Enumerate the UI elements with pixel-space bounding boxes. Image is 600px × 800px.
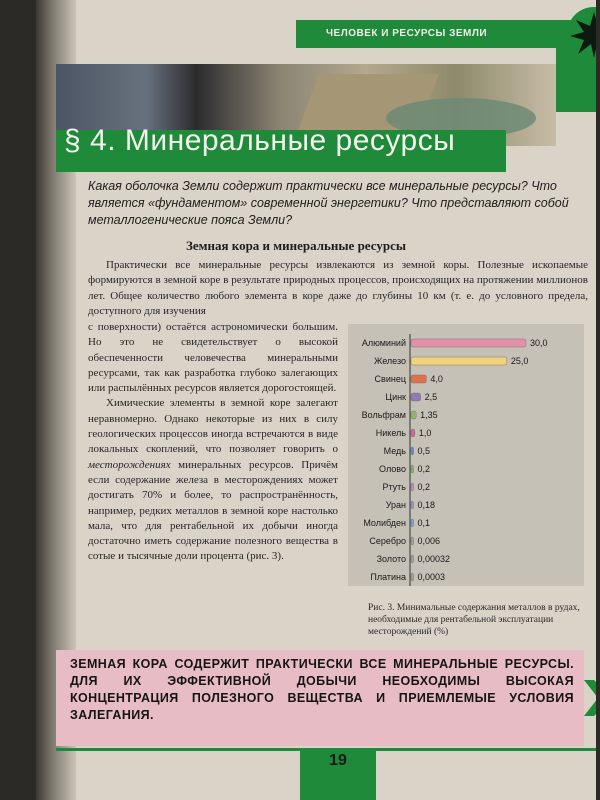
bar [411, 555, 414, 563]
paragraph-1-continued: с поверхности) остаётся астрономически большим. Но это не свидетельствует о высокой обеспеченности человечества минеральными ресурсами, так как разработка глубоко залегающих или распылённых ресурсов является дорогостоящей. [88, 321, 338, 395]
star-emblem-icon [566, 6, 596, 62]
value-label: 25,0 [510, 356, 529, 366]
section-title: Земная кора и минеральные ресурсы [186, 238, 406, 253]
category-label: Серебро [369, 536, 406, 546]
value-label: 0,5 [417, 446, 431, 456]
value-label: 0,2 [417, 482, 431, 492]
bar [411, 339, 526, 347]
metals-bar-chart [348, 324, 584, 586]
value-label: 0,2 [417, 464, 431, 474]
arrow-marker-icon [584, 680, 596, 716]
bar [411, 537, 414, 545]
category-label: Олово [379, 464, 406, 474]
category-label: Свинец [374, 374, 406, 384]
textbook-page [36, 0, 596, 800]
paragraph-2-start: Химические элементы в земной коре залегают неравномерно. Однако некоторые из них в силу геологических процессов иногда встречаются в виде локальных скоплений, что позволяет говорить о [88, 397, 338, 456]
value-label: 2,5 [424, 392, 438, 402]
category-label: Вольфрам [361, 410, 406, 420]
category-label: Ртуть [382, 482, 406, 492]
value-label: 30,0 [530, 338, 548, 348]
category-label: Железо [374, 356, 406, 366]
value-label: 0,1 [417, 518, 431, 528]
summary-text: ЗЕМНАЯ КОРА СОДЕРЖИТ ПРАКТИЧЕСКИ ВСЕ МИНЕРАЛЬНЫЕ РЕСУРСЫ. ДЛЯ ИХ ЭФФЕКТИВНОЙ ДОБЫЧИ НЕОБХОДИМЫ ВЫСОКАЯ КОНЦЕНТРАЦИЯ ПОЛЕЗНОГО ВЕЩЕСТВА И ПРИЕМЛЕМЫЕ УСЛОВИЯ ЗАЛЕГАНИЯ. [70, 657, 574, 722]
category-label: Алюминий [361, 338, 406, 348]
bar [411, 483, 414, 491]
text-column [88, 320, 338, 565]
value-label: 0,00032 [417, 554, 451, 564]
bar [411, 411, 416, 419]
value-label: 0,18 [417, 500, 436, 510]
paragraph-2 [88, 396, 338, 564]
running-header: ЧЕЛОВЕК И РЕСУРСЫ ЗЕМЛИ [296, 20, 596, 48]
category-label: Уран [385, 500, 406, 510]
bar [411, 573, 414, 581]
bar [411, 357, 507, 365]
value-label: 0,006 [417, 536, 441, 546]
intro-questions: Какая оболочка Земли содержит практически все минеральные ресурсы? Что является «фундаментом» современной энергетики? Что представляют собой металлогенические пояса Земли? [88, 179, 569, 227]
value-label: 4,0 [430, 374, 443, 384]
value-label: 1,0 [418, 428, 432, 438]
figure-caption: Рис. 3. Минимальные содержания металлов в рудах, необходимые для рентабельной эксплуатации месторождений (%) [368, 603, 580, 637]
category-label: Цинк [385, 392, 406, 402]
bar [411, 519, 414, 527]
bar [411, 465, 414, 473]
bar [411, 501, 414, 509]
page-title: § 4. Минеральные ресурсы [64, 124, 456, 157]
category-label: Никель [375, 428, 406, 438]
category-label: Молибден [363, 518, 406, 528]
bar [411, 429, 415, 437]
bar [411, 447, 414, 455]
bar [411, 375, 426, 383]
paragraph-2-end: минеральных ресурсов. Причём если содержание железа в месторождениях может достигать 70% и более, то распространённость, например, редких металлов в земной коре настолько мала, что для рентабельной их добычи иногда достаточно иметь содержание полезного вещества в сотые и тысячные доли процента (рис. 3). [88, 458, 338, 563]
paragraph-1: Практически все минеральные ресурсы извлекаются из земной коры. Полезные ископаемые формируются в земной коре в результате природных процессов, происходящих на протяжении миллионов лет. Общее количество любого элемента в коре даже до глубины 10 км (т. е. до условного предела, доступного для изучения [88, 259, 588, 317]
value-label: 0,0003 [417, 572, 446, 582]
page-number: 19 [329, 752, 347, 769]
category-label: Золото [376, 554, 406, 564]
term-deposits: месторождениях [88, 458, 171, 471]
value-label: 1,35 [420, 410, 438, 420]
category-label: Платина [370, 572, 406, 582]
category-label: Медь [383, 446, 406, 456]
bar [411, 393, 421, 401]
